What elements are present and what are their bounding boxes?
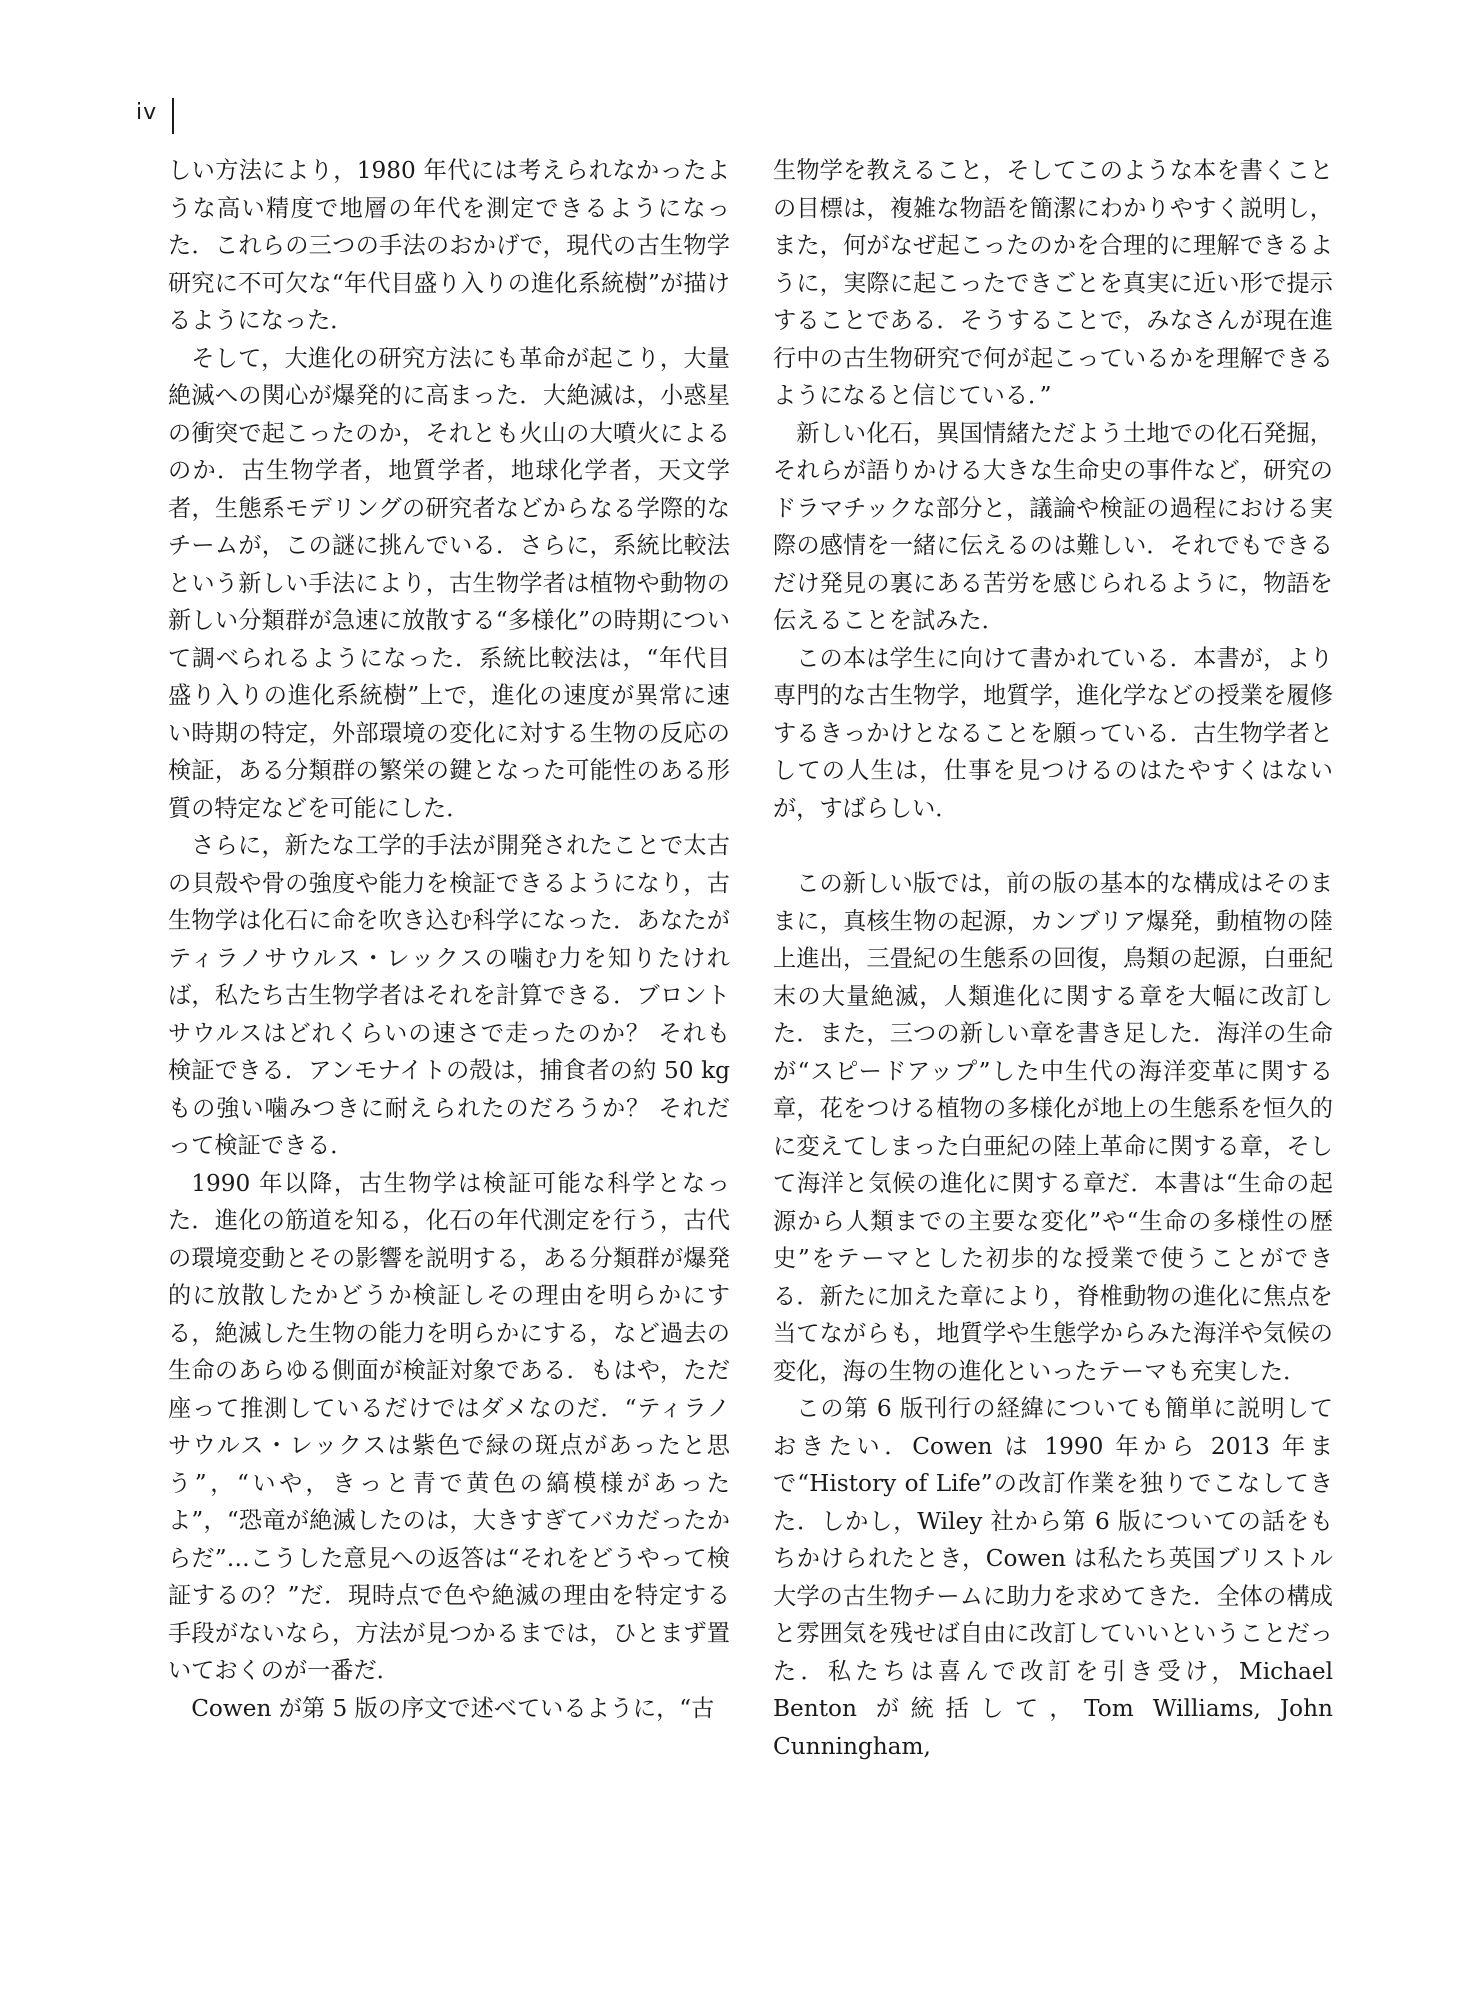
paragraph: さらに，新たな工学的手法が開発されたことで太古の貝殻や骨の強度や能力を検証できるようになり，古生物学は化石に命を吹き込む科学になった．あなたがティラノサウルス・レックスの噛む力を知りたければ，私たち古生物学者はそれを計算できる．ブロントサウルスはどれくらいの速さで走ったのか？ それも検証できる．アンモナイトの殻は，捕食者の約 50 kg もの強い噛みつきに耐えられたのだろうか？ それだって検証できる．: [168, 832, 730, 1159]
paragraph: そして，大進化の研究方法にも革命が起こり，大量絶滅への関心が爆発的に高まった．大絶滅は，小惑星の衝突で起こったのか，それとも火山の大噴火によるのか．古生物学者，地質学者，地球化学者，天文学者，生態系モデリングの研究者などからなる学際的なチームが，この謎に挑んでいる．さらに，系統比較法という新しい手法により，古生物学者は植物や動物の新しい分類群が急速に放散する“多様化”の時期について調べられるようになった．系統比較法は，“年代目盛り入りの進化系統樹”上で，進化の速度が異常に速い時期の特定，外部環境の変化に対する生物の反応の検証，ある分類群の繁栄の鍵となった可能性のある形質の特定などを可能にした．: [168, 344, 730, 822]
paragraph: この第 6 版刊行の経緯についても簡単に説明しておきたい．Cowen は 1990 年から 2013 年まで“History of Life”の改訂作業を独りでこなしてきた．しかし，Wiley 社から第 6 版についての話をもちかけられたとき，Cowen は私たち英国ブリストル大学の古生物チームに助力を求めてきた．全体の構成と雰囲気を残せば自由に改訂していいということだった．私たちは喜んで改訂を引き受け，Michael Benton が統括して，Tom Williams, John Cunningham,: [773, 1395, 1333, 1760]
paragraph: 1990 年以降，古生物学は検証可能な科学となった．進化の筋道を知る，化石の年代測定を行う，古代の環境変動とその影響を説明する，ある分類群が爆発的に放散したかどうか検証しその理由を明らかにする，絶滅した生物の能力を明らかにする，など過去の生命のあらゆる側面が検証対象である．もはや，ただ座って推測しているだけではダメなのだ．“ティラノサウルス・レックスは紫色で緑の斑点があったと思う”，“いや，きっと青で黄色の縞模様があったよ”，“恐竜が絶滅したのは，大きすぎてバカだったからだ”…こうした意見への返答は“それをどうやって検証するの？”だ．現時点で色や絶滅の理由を特定する手段がないなら，方法が見つかるまでは，ひとまず置いておくのが一番だ．: [168, 1169, 730, 1684]
right-column: [773, 152, 1333, 1765]
page-number: iv: [136, 100, 158, 125]
paragraph: しい方法により，1980 年代には考えられなかったような高い精度で地層の年代を測定できるようになった．これらの三つの手法のおかげで，現代の古生物学研究に不可欠な“年代目盛り入りの進化系統樹”が描けるようになった．: [168, 157, 730, 334]
paragraph: この新しい版では，前の版の基本的な構成はそのままに，真核生物の起源，カンブリア爆発，動植物の陸上進出，三畳紀の生態系の回復，鳥類の起源，白亜紀末の大量絶滅，人類進化に関する章を大幅に改訂した．また，三つの新しい章を書き足した．海洋の生命が“スピードアップ”した中生代の海洋変革に関する章，花をつける植物の多様化が地上の生態系を恒久的に変えてしまった白亜紀の陸上革命に関する章，そして海洋と気候の進化に関する章だ．本書は“生命の起源から人類までの主要な変化”や“生命の多様性の歴史”をテーマとした初歩的な授業で使うことができる．新たに加えた章により，脊椎動物の進化に焦点を当てながらも，地質学や生態学からみた海洋や気候の変化，海の生物の進化といったテーマも充実した．: [773, 870, 1333, 1385]
folio-rule: [172, 98, 174, 134]
section-gap: [773, 827, 1333, 865]
left-column: [168, 152, 730, 1727]
paragraph: 新しい化石，異国情緒ただよう土地での化石発掘，それらが語りかける大きな生命史の事件など，研究のドラマチックな部分と，議論や検証の過程における実際の感情を一緒に伝えるのは難しい．それでもできるだけ発見の裏にある苦労を感じられるように，物語を伝えることを試みた．: [773, 419, 1333, 634]
paragraph: 生物学を教えること，そしてこのような本を書くことの目標は，複雑な物語を簡潔にわかりやすく説明し，また，何がなぜ起こったのかを合理的に理解できるように，実際に起こったできごとを真実に近い形で提示することである．そうすることで，みなさんが現在進行中の古生物研究で何が起こっているかを理解できるようになると信じている．”: [773, 157, 1333, 409]
paragraph: Cowen が第 5 版の序文で述べているように，“古: [191, 1694, 715, 1722]
paragraph: この本は学生に向けて書かれている．本書が，より専門的な古生物学，地質学，進化学などの授業を履修するきっかけとなることを願っている．古生物学者としての人生は，仕事を見つけるのはたやすくはないが，すばらしい．: [773, 644, 1333, 822]
